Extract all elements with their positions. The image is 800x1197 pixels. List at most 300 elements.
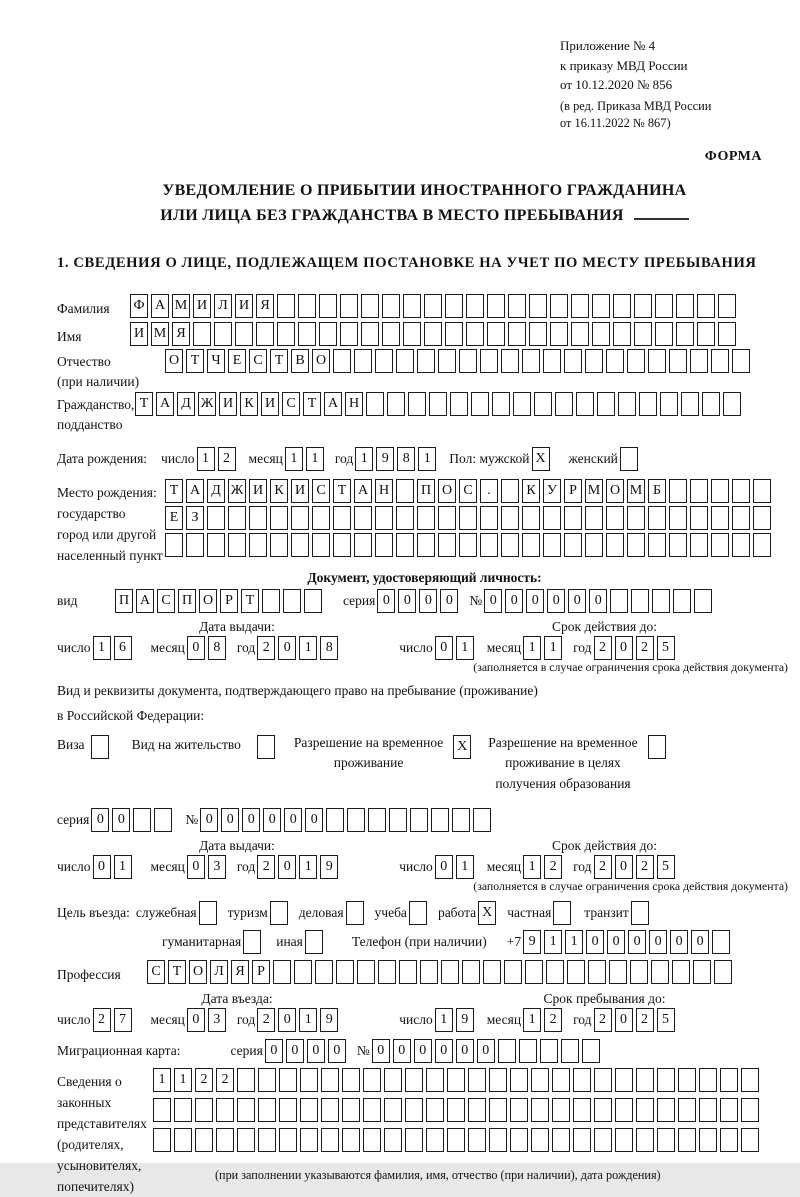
- char-cell[interactable]: [732, 479, 750, 503]
- char-cell[interactable]: Я: [256, 294, 274, 318]
- char-cell[interactable]: Т: [168, 960, 186, 984]
- char-cell[interactable]: [326, 808, 344, 832]
- char-cell[interactable]: [342, 1068, 360, 1092]
- char-cell[interactable]: [699, 1098, 717, 1122]
- char-cell[interactable]: [525, 960, 543, 984]
- char-cell[interactable]: Я: [231, 960, 249, 984]
- char-cell[interactable]: [321, 1068, 339, 1092]
- char-cell[interactable]: [441, 960, 459, 984]
- char-cell[interactable]: 0: [477, 1039, 495, 1063]
- char-cell[interactable]: 0: [484, 589, 502, 613]
- char-cell[interactable]: [636, 1128, 654, 1152]
- char-cell[interactable]: [279, 1068, 297, 1092]
- char-cell[interactable]: [249, 533, 267, 557]
- char-cell[interactable]: А: [156, 392, 174, 416]
- char-cell[interactable]: [648, 735, 666, 759]
- char-cell[interactable]: [634, 322, 652, 346]
- char-cell[interactable]: [597, 392, 615, 416]
- char-cell[interactable]: А: [324, 392, 342, 416]
- char-cell[interactable]: 0: [307, 1039, 325, 1063]
- char-cell[interactable]: 2: [216, 1068, 234, 1092]
- char-cell[interactable]: З: [186, 506, 204, 530]
- char-cell[interactable]: 9: [456, 1008, 474, 1032]
- char-cell[interactable]: 0: [187, 636, 205, 660]
- char-cell[interactable]: 9: [376, 447, 394, 471]
- char-cell[interactable]: [567, 960, 585, 984]
- char-cell[interactable]: [610, 589, 628, 613]
- char-cell[interactable]: [321, 1128, 339, 1152]
- char-cell[interactable]: [648, 533, 666, 557]
- char-cell[interactable]: [720, 1128, 738, 1152]
- char-cell[interactable]: [243, 930, 261, 954]
- char-cell[interactable]: [366, 392, 384, 416]
- char-cell[interactable]: [438, 533, 456, 557]
- char-cell[interactable]: [678, 1098, 696, 1122]
- char-cell[interactable]: 7: [114, 1008, 132, 1032]
- char-cell[interactable]: [546, 960, 564, 984]
- char-cell[interactable]: [429, 392, 447, 416]
- char-cell[interactable]: 1: [299, 1008, 317, 1032]
- char-cell[interactable]: Т: [270, 349, 288, 373]
- char-cell[interactable]: 2: [636, 855, 654, 879]
- char-cell[interactable]: [375, 533, 393, 557]
- char-cell[interactable]: 1: [153, 1068, 171, 1092]
- char-cell[interactable]: К: [270, 479, 288, 503]
- char-cell[interactable]: 1: [544, 636, 562, 660]
- char-cell[interactable]: [615, 1128, 633, 1152]
- char-cell[interactable]: 0: [615, 1008, 633, 1032]
- char-cell[interactable]: [363, 1098, 381, 1122]
- char-cell[interactable]: [718, 322, 736, 346]
- char-cell[interactable]: [249, 506, 267, 530]
- char-cell[interactable]: [627, 506, 645, 530]
- char-cell[interactable]: [522, 533, 540, 557]
- char-cell[interactable]: 5: [657, 855, 675, 879]
- char-cell[interactable]: [585, 349, 603, 373]
- char-cell[interactable]: 2: [636, 636, 654, 660]
- char-cell[interactable]: X: [478, 901, 496, 925]
- char-cell[interactable]: 0: [607, 930, 625, 954]
- char-cell[interactable]: 0: [372, 1039, 390, 1063]
- char-cell[interactable]: [354, 533, 372, 557]
- char-cell[interactable]: [417, 506, 435, 530]
- char-cell[interactable]: [606, 506, 624, 530]
- char-cell[interactable]: [258, 1068, 276, 1092]
- char-cell[interactable]: [450, 392, 468, 416]
- char-cell[interactable]: [438, 506, 456, 530]
- char-cell[interactable]: [333, 506, 351, 530]
- char-cell[interactable]: [363, 1068, 381, 1092]
- char-cell[interactable]: [273, 960, 291, 984]
- char-cell[interactable]: 0: [221, 808, 239, 832]
- char-cell[interactable]: [592, 322, 610, 346]
- char-cell[interactable]: [405, 1098, 423, 1122]
- char-cell[interactable]: [673, 589, 691, 613]
- char-cell[interactable]: 0: [377, 589, 395, 613]
- char-cell[interactable]: [510, 1128, 528, 1152]
- char-cell[interactable]: 0: [187, 1008, 205, 1032]
- char-cell[interactable]: [552, 1128, 570, 1152]
- char-cell[interactable]: 0: [586, 930, 604, 954]
- char-cell[interactable]: 2: [544, 855, 562, 879]
- char-cell[interactable]: [529, 322, 547, 346]
- char-cell[interactable]: П: [417, 479, 435, 503]
- char-cell[interactable]: 0: [278, 636, 296, 660]
- char-cell[interactable]: [466, 294, 484, 318]
- char-cell[interactable]: [555, 392, 573, 416]
- char-cell[interactable]: [405, 1128, 423, 1152]
- char-cell[interactable]: 1: [299, 855, 317, 879]
- char-cell[interactable]: А: [354, 479, 372, 503]
- char-cell[interactable]: [291, 533, 309, 557]
- char-cell[interactable]: 8: [208, 636, 226, 660]
- char-cell[interactable]: [594, 1128, 612, 1152]
- char-cell[interactable]: [573, 1068, 591, 1092]
- char-cell[interactable]: [480, 349, 498, 373]
- char-cell[interactable]: 1: [523, 1008, 541, 1032]
- char-cell[interactable]: [711, 506, 729, 530]
- char-cell[interactable]: [408, 392, 426, 416]
- char-cell[interactable]: [720, 1098, 738, 1122]
- char-cell[interactable]: [431, 808, 449, 832]
- char-cell[interactable]: [207, 533, 225, 557]
- char-cell[interactable]: [519, 1039, 537, 1063]
- char-cell[interactable]: [714, 960, 732, 984]
- char-cell[interactable]: [228, 533, 246, 557]
- char-cell[interactable]: [193, 322, 211, 346]
- char-cell[interactable]: [510, 1068, 528, 1092]
- char-cell[interactable]: 0: [526, 589, 544, 613]
- char-cell[interactable]: П: [178, 589, 196, 613]
- char-cell[interactable]: [319, 294, 337, 318]
- char-cell[interactable]: [257, 735, 275, 759]
- char-cell[interactable]: [694, 589, 712, 613]
- char-cell[interactable]: [438, 349, 456, 373]
- char-cell[interactable]: [396, 349, 414, 373]
- char-cell[interactable]: [300, 1128, 318, 1152]
- char-cell[interactable]: О: [189, 960, 207, 984]
- char-cell[interactable]: [690, 349, 708, 373]
- char-cell[interactable]: [333, 349, 351, 373]
- char-cell[interactable]: 0: [456, 1039, 474, 1063]
- char-cell[interactable]: [207, 506, 225, 530]
- char-cell[interactable]: [462, 960, 480, 984]
- char-cell[interactable]: С: [312, 479, 330, 503]
- char-cell[interactable]: [652, 589, 670, 613]
- char-cell[interactable]: [501, 506, 519, 530]
- char-cell[interactable]: 3: [208, 855, 226, 879]
- char-cell[interactable]: [553, 901, 571, 925]
- char-cell[interactable]: С: [282, 392, 300, 416]
- char-cell[interactable]: [501, 349, 519, 373]
- char-cell[interactable]: [534, 392, 552, 416]
- char-cell[interactable]: 0: [435, 855, 453, 879]
- char-cell[interactable]: [319, 322, 337, 346]
- char-cell[interactable]: 0: [628, 930, 646, 954]
- char-cell[interactable]: [452, 808, 470, 832]
- char-cell[interactable]: [399, 960, 417, 984]
- char-cell[interactable]: [681, 392, 699, 416]
- char-cell[interactable]: [489, 1128, 507, 1152]
- char-cell[interactable]: 1: [544, 930, 562, 954]
- char-cell[interactable]: Ж: [228, 479, 246, 503]
- char-cell[interactable]: [732, 533, 750, 557]
- char-cell[interactable]: [636, 1098, 654, 1122]
- char-cell[interactable]: [501, 479, 519, 503]
- char-cell[interactable]: [417, 349, 435, 373]
- char-cell[interactable]: Т: [186, 349, 204, 373]
- char-cell[interactable]: 1: [285, 447, 303, 471]
- char-cell[interactable]: 0: [187, 855, 205, 879]
- char-cell[interactable]: [270, 533, 288, 557]
- char-cell[interactable]: [540, 1039, 558, 1063]
- char-cell[interactable]: С: [157, 589, 175, 613]
- char-cell[interactable]: 0: [435, 1039, 453, 1063]
- char-cell[interactable]: В: [291, 349, 309, 373]
- char-cell[interactable]: [732, 506, 750, 530]
- char-cell[interactable]: 0: [589, 589, 607, 613]
- char-cell[interactable]: Р: [220, 589, 238, 613]
- char-cell[interactable]: Ж: [198, 392, 216, 416]
- char-cell[interactable]: А: [136, 589, 154, 613]
- char-cell[interactable]: [753, 533, 771, 557]
- char-cell[interactable]: [571, 294, 589, 318]
- char-cell[interactable]: 0: [691, 930, 709, 954]
- char-cell[interactable]: [543, 349, 561, 373]
- char-cell[interactable]: О: [199, 589, 217, 613]
- char-cell[interactable]: X: [532, 447, 550, 471]
- char-cell[interactable]: [615, 1068, 633, 1092]
- char-cell[interactable]: [228, 506, 246, 530]
- char-cell[interactable]: [384, 1128, 402, 1152]
- char-cell[interactable]: [424, 294, 442, 318]
- char-cell[interactable]: [732, 349, 750, 373]
- char-cell[interactable]: [697, 294, 715, 318]
- char-cell[interactable]: [576, 392, 594, 416]
- char-cell[interactable]: [375, 349, 393, 373]
- char-cell[interactable]: [531, 1128, 549, 1152]
- char-cell[interactable]: Я: [172, 322, 190, 346]
- char-cell[interactable]: [564, 506, 582, 530]
- char-cell[interactable]: 3: [208, 1008, 226, 1032]
- char-cell[interactable]: [741, 1098, 759, 1122]
- char-cell[interactable]: 0: [265, 1039, 283, 1063]
- char-cell[interactable]: [466, 322, 484, 346]
- char-cell[interactable]: [690, 533, 708, 557]
- char-cell[interactable]: [550, 322, 568, 346]
- char-cell[interactable]: [447, 1128, 465, 1152]
- char-cell[interactable]: [699, 1128, 717, 1152]
- char-cell[interactable]: [697, 322, 715, 346]
- char-cell[interactable]: .: [480, 479, 498, 503]
- char-cell[interactable]: 1: [197, 447, 215, 471]
- char-cell[interactable]: 1: [435, 1008, 453, 1032]
- char-cell[interactable]: [363, 1128, 381, 1152]
- char-cell[interactable]: [291, 506, 309, 530]
- char-cell[interactable]: [420, 960, 438, 984]
- char-cell[interactable]: [702, 392, 720, 416]
- char-cell[interactable]: [237, 1098, 255, 1122]
- char-cell[interactable]: [669, 349, 687, 373]
- char-cell[interactable]: [630, 960, 648, 984]
- char-cell[interactable]: Д: [177, 392, 195, 416]
- char-cell[interactable]: 1: [306, 447, 324, 471]
- char-cell[interactable]: [382, 294, 400, 318]
- char-cell[interactable]: [279, 1128, 297, 1152]
- char-cell[interactable]: [283, 589, 301, 613]
- char-cell[interactable]: 0: [649, 930, 667, 954]
- char-cell[interactable]: [676, 322, 694, 346]
- char-cell[interactable]: [492, 392, 510, 416]
- char-cell[interactable]: 0: [435, 636, 453, 660]
- char-cell[interactable]: [669, 506, 687, 530]
- char-cell[interactable]: [294, 960, 312, 984]
- char-cell[interactable]: 0: [278, 1008, 296, 1032]
- char-cell[interactable]: [342, 1128, 360, 1152]
- char-cell[interactable]: Б: [648, 479, 666, 503]
- char-cell[interactable]: М: [172, 294, 190, 318]
- char-cell[interactable]: [396, 506, 414, 530]
- char-cell[interactable]: [165, 533, 183, 557]
- char-cell[interactable]: Д: [207, 479, 225, 503]
- char-cell[interactable]: [582, 1039, 600, 1063]
- char-cell[interactable]: 1: [174, 1068, 192, 1092]
- char-cell[interactable]: 1: [523, 636, 541, 660]
- char-cell[interactable]: Н: [375, 479, 393, 503]
- char-cell[interactable]: 0: [440, 589, 458, 613]
- char-cell[interactable]: О: [606, 479, 624, 503]
- char-cell[interactable]: [522, 506, 540, 530]
- char-cell[interactable]: К: [522, 479, 540, 503]
- char-cell[interactable]: [468, 1128, 486, 1152]
- char-cell[interactable]: [550, 294, 568, 318]
- char-cell[interactable]: [678, 1068, 696, 1092]
- char-cell[interactable]: [613, 322, 631, 346]
- char-cell[interactable]: О: [438, 479, 456, 503]
- char-cell[interactable]: [592, 294, 610, 318]
- char-cell[interactable]: [627, 349, 645, 373]
- char-cell[interactable]: [153, 1098, 171, 1122]
- char-cell[interactable]: [361, 322, 379, 346]
- char-cell[interactable]: [711, 479, 729, 503]
- char-cell[interactable]: [426, 1128, 444, 1152]
- char-cell[interactable]: [396, 533, 414, 557]
- char-cell[interactable]: [660, 392, 678, 416]
- char-cell[interactable]: [543, 533, 561, 557]
- char-cell[interactable]: [657, 1128, 675, 1152]
- char-cell[interactable]: Ф: [130, 294, 148, 318]
- char-cell[interactable]: [321, 1098, 339, 1122]
- char-cell[interactable]: [489, 1068, 507, 1092]
- char-cell[interactable]: [573, 1128, 591, 1152]
- char-cell[interactable]: [711, 533, 729, 557]
- char-cell[interactable]: [459, 533, 477, 557]
- char-cell[interactable]: [403, 322, 421, 346]
- char-cell[interactable]: [258, 1098, 276, 1122]
- char-cell[interactable]: [531, 1068, 549, 1092]
- char-cell[interactable]: 0: [328, 1039, 346, 1063]
- char-cell[interactable]: [384, 1098, 402, 1122]
- char-cell[interactable]: 0: [286, 1039, 304, 1063]
- char-cell[interactable]: 2: [93, 1008, 111, 1032]
- char-cell[interactable]: [594, 1098, 612, 1122]
- char-cell[interactable]: [480, 533, 498, 557]
- char-cell[interactable]: 0: [505, 589, 523, 613]
- char-cell[interactable]: Л: [210, 960, 228, 984]
- char-cell[interactable]: [262, 589, 280, 613]
- char-cell[interactable]: [655, 322, 673, 346]
- char-cell[interactable]: [693, 960, 711, 984]
- char-cell[interactable]: [403, 294, 421, 318]
- char-cell[interactable]: [473, 808, 491, 832]
- char-cell[interactable]: [312, 533, 330, 557]
- char-cell[interactable]: И: [261, 392, 279, 416]
- char-cell[interactable]: 0: [615, 855, 633, 879]
- char-cell[interactable]: 2: [257, 636, 275, 660]
- char-cell[interactable]: 0: [278, 855, 296, 879]
- char-cell[interactable]: Р: [252, 960, 270, 984]
- char-cell[interactable]: [501, 533, 519, 557]
- char-cell[interactable]: [657, 1068, 675, 1092]
- char-cell[interactable]: [552, 1098, 570, 1122]
- char-cell[interactable]: [336, 960, 354, 984]
- char-cell[interactable]: 1: [299, 636, 317, 660]
- char-cell[interactable]: 0: [615, 636, 633, 660]
- char-cell[interactable]: [174, 1098, 192, 1122]
- char-cell[interactable]: [237, 1068, 255, 1092]
- char-cell[interactable]: [741, 1068, 759, 1092]
- char-cell[interactable]: [396, 479, 414, 503]
- char-cell[interactable]: П: [115, 589, 133, 613]
- char-cell[interactable]: 1: [114, 855, 132, 879]
- char-cell[interactable]: [712, 930, 730, 954]
- char-cell[interactable]: [459, 506, 477, 530]
- char-cell[interactable]: [711, 349, 729, 373]
- char-cell[interactable]: [361, 294, 379, 318]
- char-cell[interactable]: [651, 960, 669, 984]
- char-cell[interactable]: [508, 322, 526, 346]
- char-cell[interactable]: [195, 1128, 213, 1152]
- char-cell[interactable]: А: [186, 479, 204, 503]
- char-cell[interactable]: [718, 294, 736, 318]
- char-cell[interactable]: [468, 1098, 486, 1122]
- char-cell[interactable]: [571, 322, 589, 346]
- char-cell[interactable]: Т: [135, 392, 153, 416]
- char-cell[interactable]: 8: [320, 636, 338, 660]
- char-cell[interactable]: [564, 533, 582, 557]
- char-cell[interactable]: [672, 960, 690, 984]
- char-cell[interactable]: 0: [547, 589, 565, 613]
- char-cell[interactable]: [133, 808, 151, 832]
- char-cell[interactable]: [606, 533, 624, 557]
- char-cell[interactable]: 5: [657, 636, 675, 660]
- char-cell[interactable]: X: [453, 735, 471, 759]
- char-cell[interactable]: [354, 506, 372, 530]
- char-cell[interactable]: [298, 322, 316, 346]
- char-cell[interactable]: [720, 1068, 738, 1092]
- char-cell[interactable]: [237, 1128, 255, 1152]
- char-cell[interactable]: [648, 506, 666, 530]
- char-cell[interactable]: И: [193, 294, 211, 318]
- char-cell[interactable]: 2: [195, 1068, 213, 1092]
- char-cell[interactable]: [447, 1098, 465, 1122]
- char-cell[interactable]: [639, 392, 657, 416]
- char-cell[interactable]: [424, 322, 442, 346]
- char-cell[interactable]: [498, 1039, 516, 1063]
- char-cell[interactable]: [459, 349, 477, 373]
- char-cell[interactable]: [678, 1128, 696, 1152]
- char-cell[interactable]: [471, 392, 489, 416]
